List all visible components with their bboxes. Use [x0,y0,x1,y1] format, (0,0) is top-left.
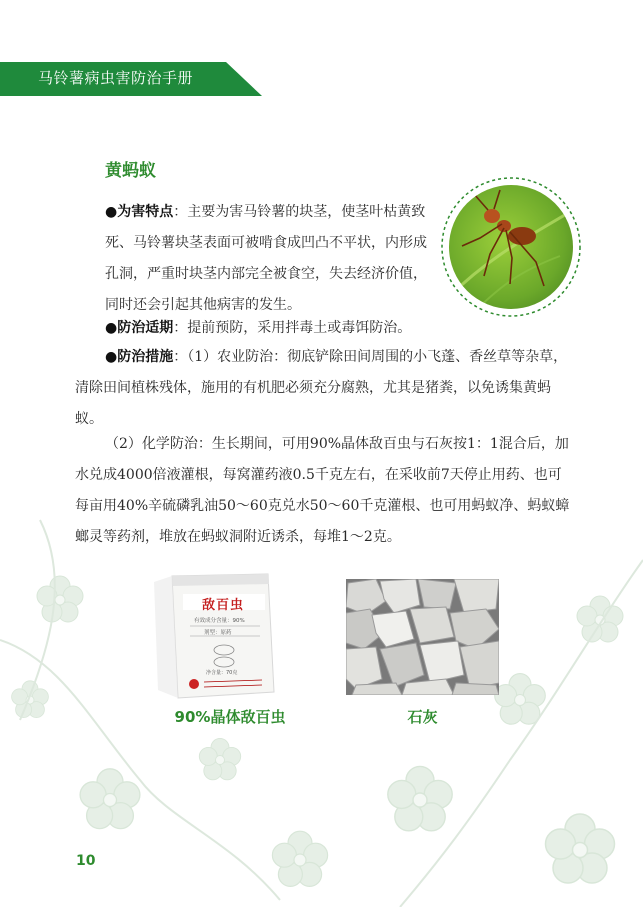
package-line1: 有效成分含量：90% [194,618,245,624]
chemical-control-paragraph [75,429,575,553]
section-title: 黄蚂蚁 [105,161,156,181]
trichlorfon-package-image [150,572,280,700]
package-weight: 净含量：70克 [206,670,238,676]
chemical-text: （2）化学防治：生长期间，可用90%晶体敌百虫与石灰按1：1混合后，加水兑成4000倍液灌根，每窝灌药液0.5千克左右，在采收前7天停止用药、也可每亩用40%辛硫磷乳油50～60克兑水50～60千克灌根、也可用蚂蚁净、蚂蚁蟑螂灵等药剂，堆放在蚂蚁洞附近诱杀，每堆1～2克。 [75,436,570,545]
harm-label: ●为害特点 [105,204,174,220]
measures-label: ●防治措施 [105,349,174,365]
lime-image [346,579,499,695]
lime-caption: 石灰 [407,708,438,726]
timing-label: ●防治适期 [105,320,174,336]
timing-text: ：提前预防，采用拌毒土或毒饵防治。 [173,320,412,336]
harm-text: ：主要为害马铃薯的块茎，使茎叶枯黄致死、马铃薯块茎表面可被啃食成凹凸不平状，内形成孔洞，严重时块茎内部完全被食空，失去经济价值，同时还会引起其他病害的发生。 [105,204,427,313]
control-timing-paragraph [105,313,575,344]
package-line2: 剂型：原药 [204,630,232,636]
control-measures-paragraph [75,342,575,435]
harm-characteristics-paragraph [105,197,435,321]
measures-text: ：（1）农业防治：彻底铲除田间周围的小飞蓬、香丝草等杂草，清除田间植株残体，施用的有机肥必须充分腐熟，尤其是猪粪，以免诱集黄蚂蚁。 [75,349,568,427]
header-title: 马铃薯病虫害防治手册 [38,69,194,87]
page-number: 10 [76,853,96,869]
product-caption: 90%晶体敌百虫 [174,708,286,726]
package-title: 敌百虫 [202,598,245,613]
ant-photo [440,176,582,318]
